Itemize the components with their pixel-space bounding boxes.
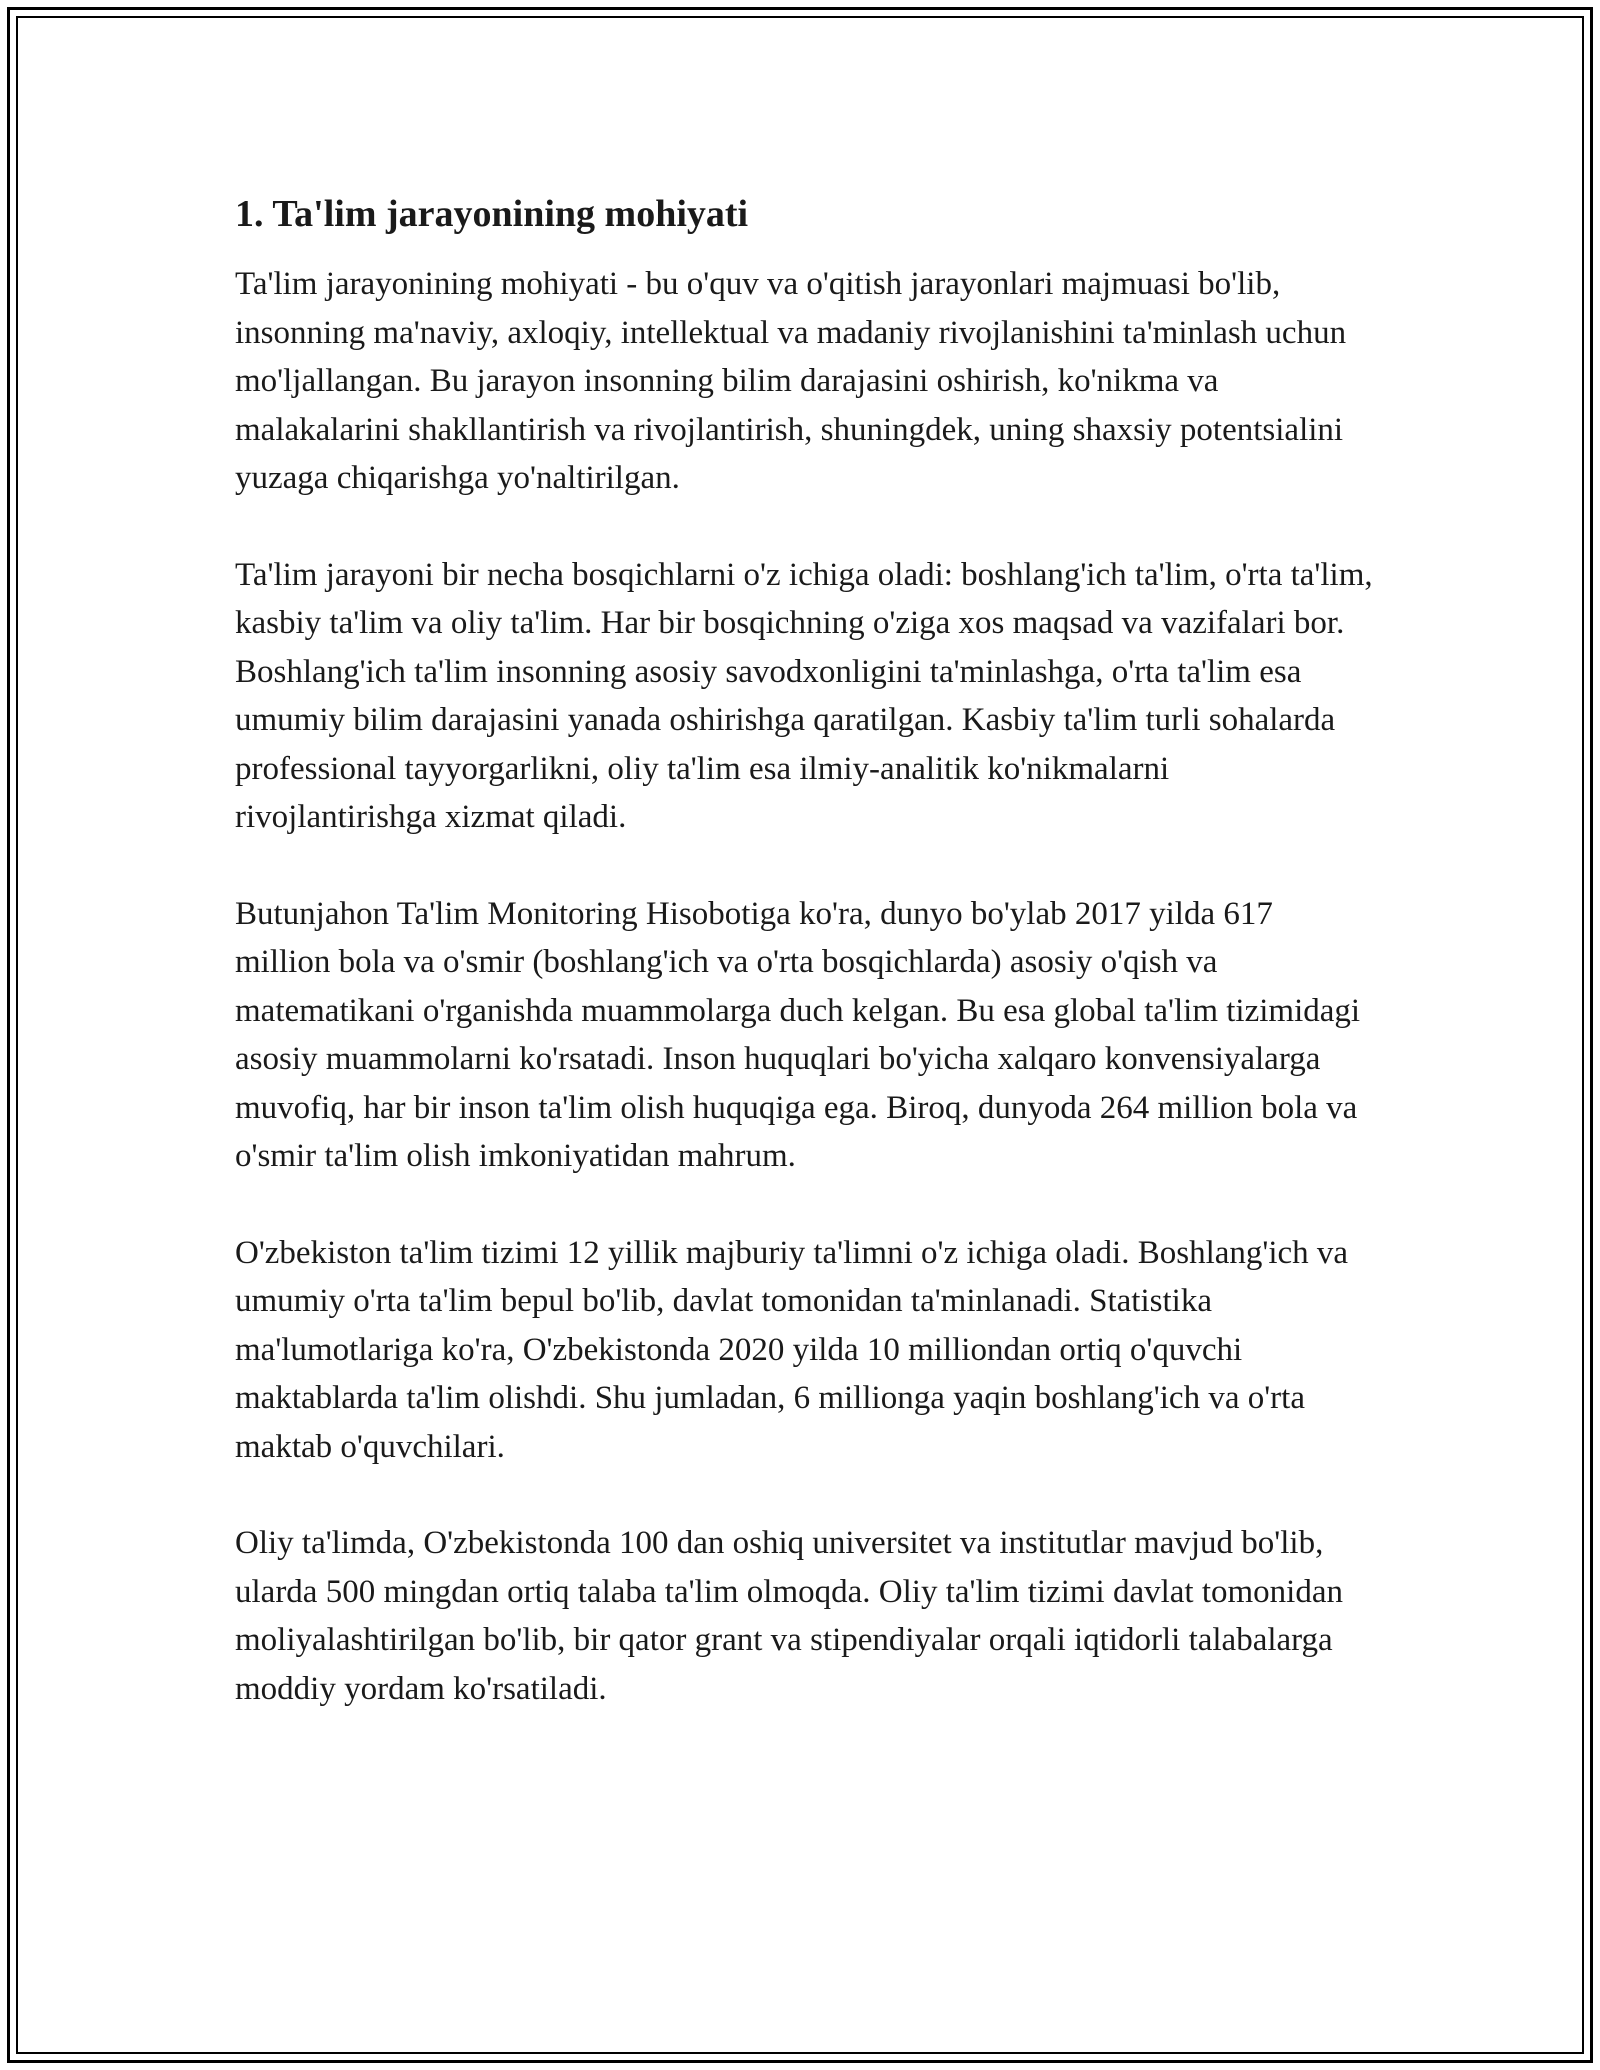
paragraph-5: Oliy ta'limda, O'zbekistonda 100 dan oshiq universitet va institutlar mavjud bo'lib, ularda 500 mingdan ortiq talaba ta'lim olmoqda. Oliy ta'lim tizimi davlat tomonidan moliyalashtirilgan bo'lib, bir qator grant va stipendiyalar orqali iqtidorli talabalarga moddiy yordam ko'rsatiladi. xyxy=(235,1525,1343,1707)
paragraph-1: Ta'lim jarayonining mohiyati - bu o'quv va o'qitish jarayonlari majmuasi bo'lib, insonning ma'naviy, axloqiy, intellektual va madaniy rivojlanishini ta'minlash uchun mo'ljallangan. Bu jarayon insonning bilim darajasini oshirish, ko'nikma va malakalarini shakllantirish va rivojlantirish, shuningdek, uning shaxsiy potentsialini yuzaga chiqarishga yo'naltirilgan. xyxy=(235,266,1347,496)
document-body xyxy=(235,190,1375,1761)
paragraph-4: O'zbekiston ta'lim tizimi 12 yillik majburiy ta'limni o'z ichiga oladi. Boshlang'ich va umumiy o'rta ta'lim bepul bo'lib, davlat tomonidan ta'minlanadi. Statistika ma'lumotlariga ko'ra, O'zbekistonda 2020 yilda 10 milliondan ortiq o'quvchi maktablarda ta'lim olishdi. Shu jumladan, 6 millionga yaqin boshlang'ich va o'rta maktab o'quvchilari. xyxy=(235,1234,1349,1465)
paragraph-2: Ta'lim jarayoni bir necha bosqichlarni o'z ichiga oladi: boshlang'ich ta'lim, o'rta ta'lim, kasbiy ta'lim va oliy ta'lim. Har bir bosqichning o'ziga xos maqsad va vazifalari bor. Boshlang'ich ta'lim insonning asosiy savodxonligini ta'minlashga, o'rta ta'lim esa umumiy bilim darajasini yanada oshirishga qaratilgan. Kasbiy ta'lim turli sohalarda professional tayyorgarlikni, oliy ta'lim esa ilmiy-analitik ko'nikmalarni rivojlantirishga xizmat qiladi. xyxy=(235,556,1373,835)
paragraph-3: Butunjahon Ta'lim Monitoring Hisobotiga ko'ra, dunyo bo'ylab 2017 yilda 617 million bola va o'smir (boshlang'ich va o'rta bosqichlarda) asosiy o'qish va matematikani o'rganishda muammolarga duch kelgan. Bu esa global ta'lim tizimidagi asosiy muammolarni ko'rsatadi. Inson huquqlari bo'yicha xalqaro konvensiyalarga muvofiq, har bir inson ta'lim olish huquqiga ega. Biroq, dunyoda 264 million bola va o'smir ta'lim olish imkoniyatidan mahrum. xyxy=(235,895,1361,1174)
page-title: 1. Ta'lim jarayonining mohiyati xyxy=(235,193,749,235)
